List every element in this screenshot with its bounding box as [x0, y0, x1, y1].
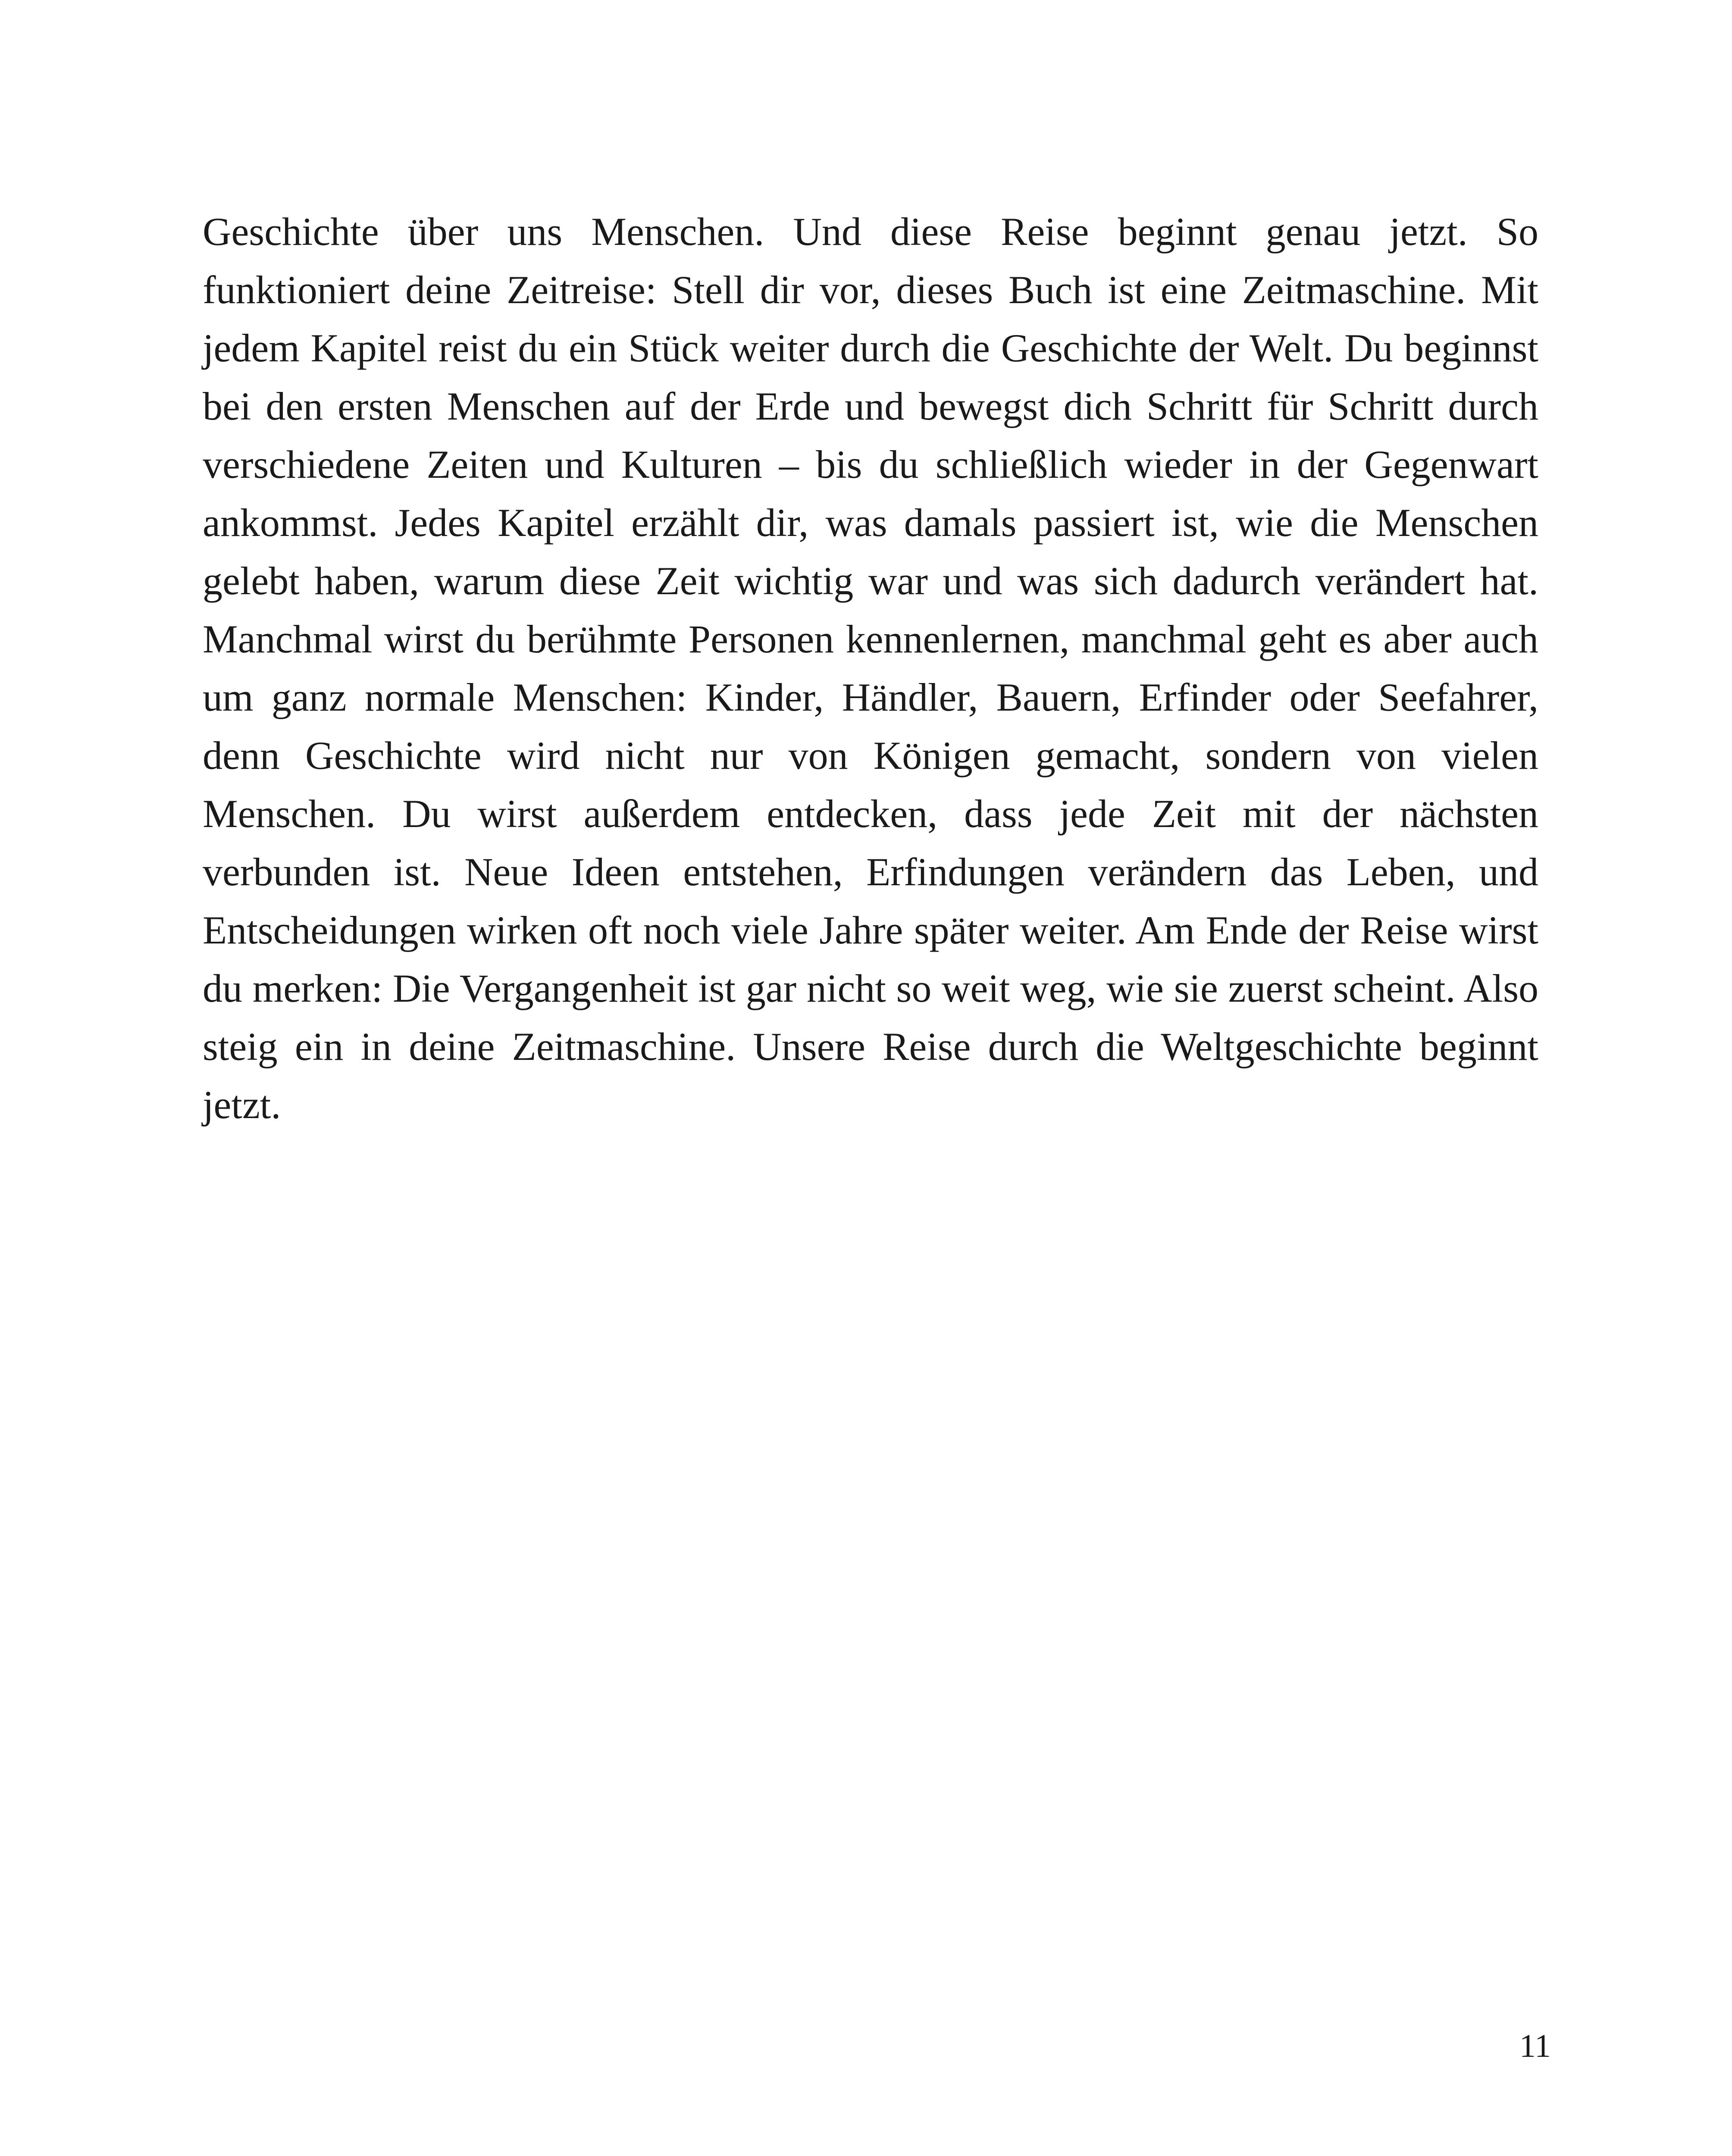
page-number: 11: [1519, 2028, 1551, 2064]
body-paragraph: Geschichte über uns Menschen. Und diese Reise beginnt genau jetzt. So funktioniert deine Zeitreise: Stell dir vor, dieses Buch ist eine Zeitmaschine. Mit jedem Kapitel reist du ein Stück weiter durch die Geschichte der Welt. Du beginnst bei den ersten Menschen auf der Erde und bewegst dich Schritt für Schritt durch verschiedene Zeiten und Kulturen – bis du schließlich wieder in der Gegenwart ankommst. Jedes Kapitel erzählt dir, was damals passiert ist, wie die Menschen gelebt haben, warum diese Zeit wichtig war und was sich dadurch verändert hat. Manchmal wirst du berühmte Personen kennenlernen, manchmal geht es aber auch um ganz normale Menschen: Kinder, Händler, Bauern, Erfinder oder Seefahrer, denn Geschichte wird nicht nur von Königen gemacht, sondern von vielen Menschen. Du wirst außerdem entdecken, dass jede Zeit mit der nächsten verbunden ist. Neue Ideen entstehen, Erfindungen verändern das Leben, und Entscheidungen wirken oft noch viele Jahre später weiter. Am Ende der Reise wirst du merken: Die Vergangenheit ist gar nicht so weit weg, wie sie zuerst scheint. Also steig ein in deine Zeitmaschine. Unsere Reise durch die Weltgeschichte beginnt jetzt.: [203, 210, 1538, 1127]
